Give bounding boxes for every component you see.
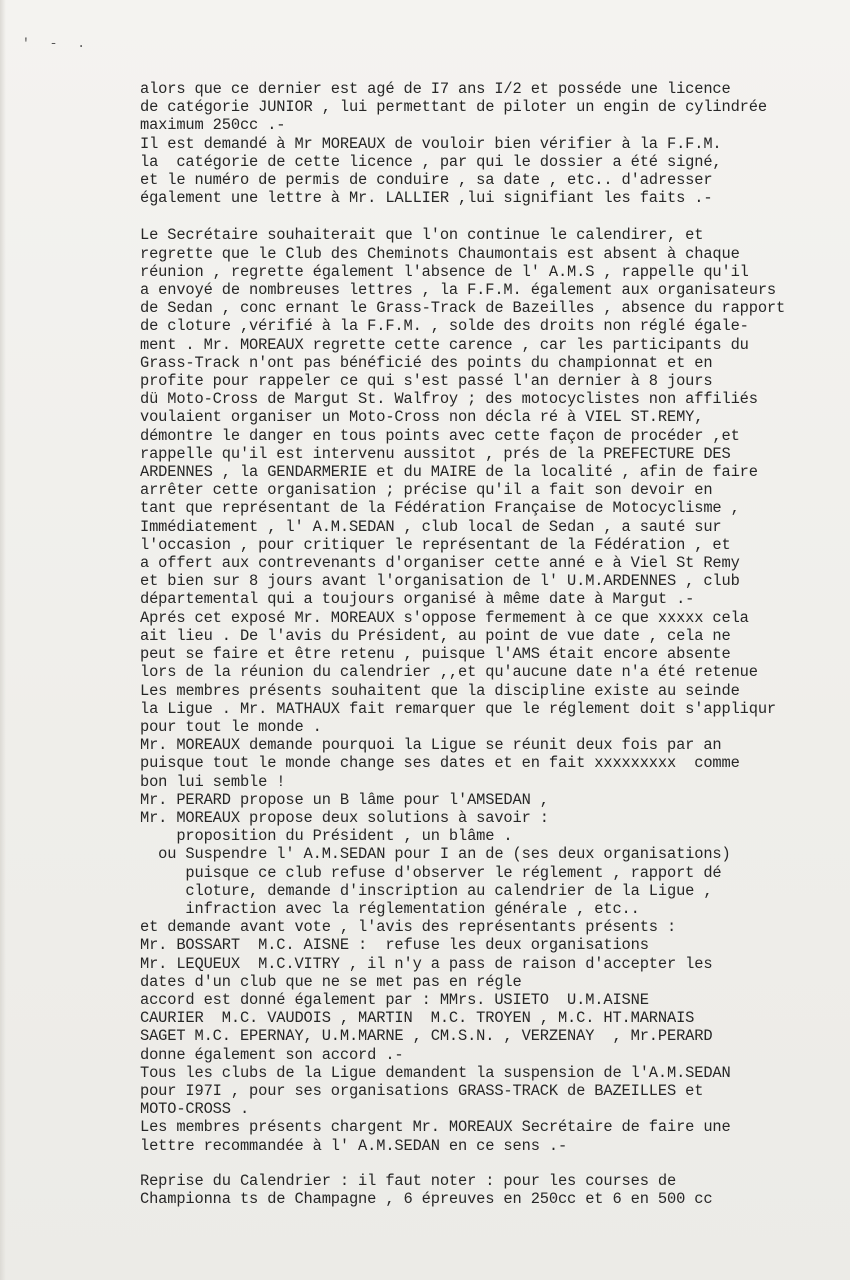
text-line: Grass-Track n'ont pas bénéficié des points du championnat et en bbox=[140, 353, 713, 372]
text-line: maximum 250cc .- bbox=[140, 116, 286, 135]
text-line: démontre le danger en tous points avec cette façon de procéder ,et bbox=[140, 426, 740, 445]
text-line: lettre recommandée à l' A.M.SEDAN en ce sens .- bbox=[140, 1136, 568, 1155]
margin-marks: ' - . bbox=[22, 36, 92, 51]
text-line: SAGET M.C. EPERNAY, U.M.MARNE , CM.S.N. , VERZENAY , Mr.PERARD bbox=[140, 1027, 713, 1046]
paragraph-1 bbox=[140, 80, 840, 207]
typed-text bbox=[140, 80, 840, 1208]
text-line: également une lettre à Mr. LALLIER ,lui signifiant les faits .- bbox=[140, 189, 713, 208]
text-line: Aprés cet exposé Mr. MOREAUX s'oppose fermement à ce que xxxxx cela bbox=[140, 608, 749, 627]
text-line: pour tout le monde . bbox=[140, 717, 322, 736]
text-line: ment . Mr. MOREAUX regrette cette carence , car les participants du bbox=[140, 335, 749, 354]
text-line: accord est donné également par : MMrs. USIETO U.M.AISNE bbox=[140, 990, 649, 1009]
text-line: Les membres présents souhaitent que la discipline existe au seinde bbox=[140, 681, 740, 700]
text-line: rappelle qu'il est intervenu aussitot , prés de la PREFECTURE DES bbox=[140, 444, 731, 463]
text-line: l'occasion , pour critiquer le représentant de la Fédération , et bbox=[140, 535, 731, 554]
text-line: la catégorie de cette licence , par qui le dossier a été signé, bbox=[140, 152, 722, 171]
text-line: lors de la réunion du calendrier ,,et qu'aucune date n'a été retenue bbox=[140, 663, 758, 682]
text-line: cloture, demande d'inscription au calendrier de la Ligue , bbox=[140, 881, 713, 900]
text-line: Tous les clubs de la Ligue demandent la suspension de l'A.M.SEDAN bbox=[140, 1063, 731, 1082]
text-line: regrette que le Club des Cheminots Chaumontais est absent à chaque bbox=[140, 244, 740, 263]
text-line: puisque tout le monde change ses dates et en fait xxxxxxxxx comme bbox=[140, 754, 740, 773]
paragraph-2 bbox=[140, 226, 840, 1154]
text-line: Championna ts de Champagne , 6 épreuves en 250cc et 6 en 500 cc bbox=[140, 1189, 713, 1208]
text-line: Il est demandé à Mr MOREAUX de vouloir bien vérifier à la F.F.M. bbox=[140, 134, 722, 153]
text-line: proposition du Président , un blâme . bbox=[140, 827, 513, 846]
paragraph-gap bbox=[140, 207, 840, 226]
paragraph-gap bbox=[140, 1155, 840, 1172]
text-line: tant que représentant de la Fédération Française de Motocyclisme , bbox=[140, 499, 740, 518]
text-line: départemental qui a toujours organisé à même date à Margut .- bbox=[140, 590, 695, 609]
text-line: ARDENNES , la GENDARMERIE et du MAIRE de la localité , afin de faire bbox=[140, 463, 758, 482]
text-line: CAURIER M.C. VAUDOIS , MARTIN M.C. TROYEN , M.C. HT.MARNAIS bbox=[140, 1009, 695, 1028]
paper-edge-shadow bbox=[0, 0, 6, 1280]
text-line: de cloture ,vérifié à la F.F.M. , solde des droits non réglé égale- bbox=[140, 317, 749, 336]
text-line: Le Secrétaire souhaiterait que l'on continue le calendirer, et bbox=[140, 226, 704, 245]
text-line: Mr. PERARD propose un B lâme pour l'AMSEDAN , bbox=[140, 790, 549, 809]
text-line: MOTO-CROSS . bbox=[140, 1100, 250, 1119]
text-line: puisque ce club refuse d'observer le réglement , rapport dé bbox=[140, 863, 722, 882]
text-line: profite pour rappeler ce qui s'est passé l'an dernier à 8 jours bbox=[140, 372, 713, 391]
text-line: Immédiatement , l' A.M.SEDAN , club local de Sedan , a sauté sur bbox=[140, 517, 722, 536]
text-line: donne également son accord .- bbox=[140, 1045, 404, 1064]
text-line: peut se faire et être retenu , puisque l'AMS était encore absente bbox=[140, 645, 731, 664]
text-line: et bien sur 8 jours avant l'organisation de l' U.M.ARDENNES , club bbox=[140, 572, 740, 591]
text-line: et demande avant vote , l'avis des représentants présents : bbox=[140, 918, 677, 937]
text-line: voulaient organiser un Moto-Cross non décla ré à VIEL ST.REMY, bbox=[140, 408, 704, 427]
paragraph-3 bbox=[140, 1172, 840, 1208]
text-line: dü Moto-Cross de Margut St. Walfroy ; des motocyclistes non affiliés bbox=[140, 390, 758, 409]
text-line: ait lieu . De l'avis du Président, au point de vue date , cela ne bbox=[140, 626, 731, 645]
text-line: Mr. MOREAUX demande pourquoi la Ligue se réunit deux fois par an bbox=[140, 736, 722, 755]
text-line: Mr. LEQUEUX M.C.VITRY , il n'y a pass de raison d'accepter les bbox=[140, 954, 713, 973]
text-line: alors que ce dernier est agé de I7 ans I/2 et posséde une licence bbox=[140, 80, 731, 98]
text-line: réunion , regrette également l'absence de l' A.M.S , rappelle qu'il bbox=[140, 262, 749, 281]
text-line: bon lui semble ! bbox=[140, 772, 286, 791]
text-line: arrêter cette organisation ; précise qu'il a fait son devoir en bbox=[140, 481, 713, 500]
text-line: Les membres présents chargent Mr. MOREAUX Secrétaire de faire une bbox=[140, 1118, 731, 1137]
text-line: a envoyé de nombreuses lettres , la F.F.M. également aux organisateurs bbox=[140, 281, 777, 300]
text-line: Mr. BOSSART M.C. AISNE : refuse les deux organisations bbox=[140, 936, 649, 955]
text-line: de catégorie JUNIOR , lui permettant de piloter un engin de cylindrée bbox=[140, 98, 767, 117]
text-line: a offert aux contrevenants d'organiser cette anné e à Viel St Remy bbox=[140, 554, 740, 573]
text-line: pour I97I , pour ses organisations GRASS-TRACK de BAZEILLES et bbox=[140, 1081, 704, 1100]
text-line: infraction avec la réglementation générale , etc.. bbox=[140, 899, 640, 918]
text-line: et le numéro de permis de conduire , sa date , etc.. d'adresser bbox=[140, 171, 713, 190]
text-line: de Sedan , conc ernant le Grass-Track de Bazeilles , absence du rapport bbox=[140, 299, 786, 318]
text-line: dates d'un club que ne se met pas en régle bbox=[140, 972, 522, 991]
text-line: la Ligue . Mr. MATHAUX fait remarquer que le réglement doit s'appliqur bbox=[140, 699, 777, 718]
text-line: Mr. MOREAUX propose deux solutions à savoir : bbox=[140, 808, 549, 827]
text-line: ou Suspendre l' A.M.SEDAN pour I an de (ses deux organisations) bbox=[140, 845, 731, 864]
text-line: Reprise du Calendrier : il faut noter : pour les courses de bbox=[140, 1171, 677, 1190]
